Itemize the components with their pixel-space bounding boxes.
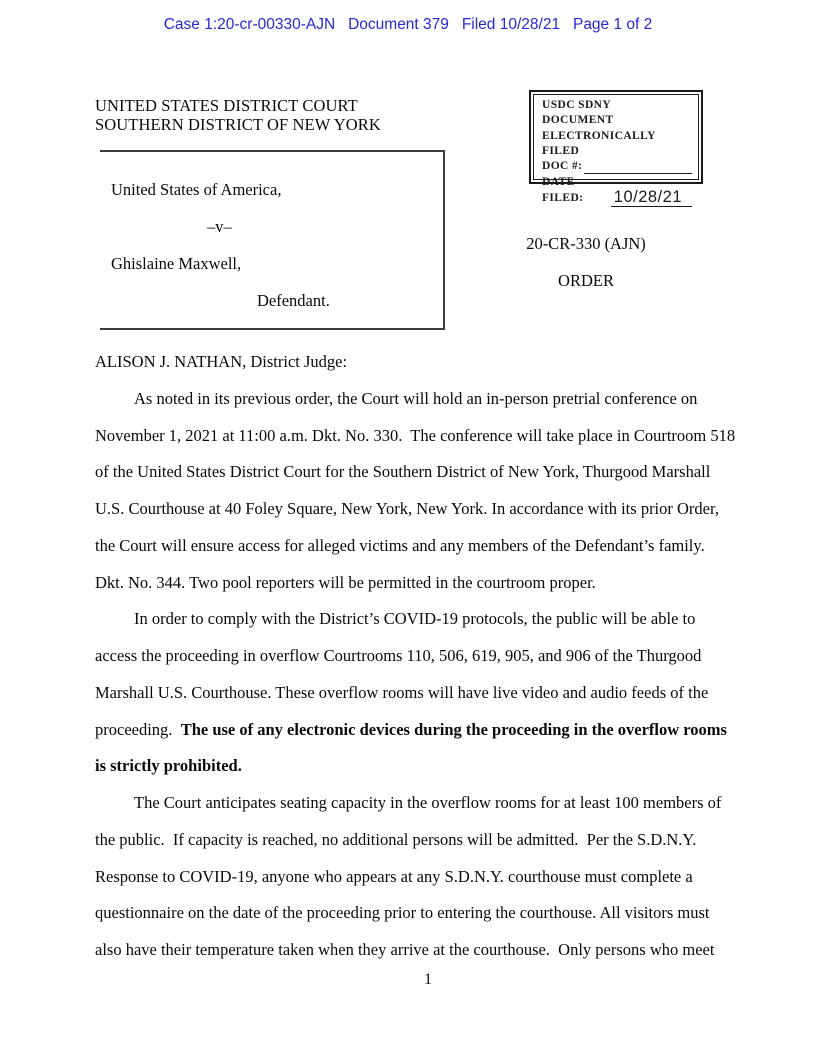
body-text-bold: is strictly prohibited. xyxy=(95,756,242,776)
body-line xyxy=(95,418,736,455)
body-text: questionnaire on the date of the proceeding prior to entering the courthouse. All visitors must xyxy=(95,903,710,923)
body-line xyxy=(95,712,727,749)
body-line xyxy=(95,565,727,602)
page-number: 1 xyxy=(424,971,432,988)
body-line xyxy=(95,895,727,932)
body-text: of the United States District Court for the Southern District of New York, Thurgood Marshall xyxy=(95,462,711,482)
body-text: The Court anticipates seating capacity in the overflow rooms for at least 100 members of xyxy=(134,793,722,813)
stamp-doc-number-blank-line xyxy=(584,161,692,174)
body-line xyxy=(95,638,727,675)
body-line xyxy=(95,528,727,565)
body-text: As noted in its previous order, the Court will hold an in-person pretrial conference on xyxy=(134,388,698,408)
electronic-filing-stamp xyxy=(529,90,703,207)
body-text: proceeding. xyxy=(95,719,181,739)
body-line xyxy=(95,932,727,969)
body-text: the public. If capacity is reached, no additional persons will be admitted. Per the S.D.N.Y. xyxy=(95,829,697,849)
stamp-court-label: USDC SDNY xyxy=(542,99,612,111)
body-line xyxy=(95,381,727,418)
case-info-block xyxy=(520,234,652,291)
stamp-electronically-filed-label: ELECTRONICALLY FILED xyxy=(542,129,656,157)
stamp-document-label: DOCUMENT xyxy=(542,114,614,127)
body-line xyxy=(95,491,727,528)
court-name-block xyxy=(95,97,381,134)
order-body xyxy=(95,344,736,969)
body-text: the Court will ensure access for alleged victims and any members of the Defendant’s family. xyxy=(95,535,705,555)
body-text: Marshall U.S. Courthouse. These overflow rooms will have live video and audio feeds of the xyxy=(95,682,709,702)
caption-versus: –v– xyxy=(207,217,232,237)
body-text: In order to comply with the District’s COVID-19 protocols, the public will be able to xyxy=(134,609,696,629)
court-name-line1: UNITED STATES DISTRICT COURT xyxy=(95,96,358,115)
caption-defendant-name: Ghislaine Maxwell, xyxy=(111,253,242,273)
court-name-line2: SOUTHERN DISTRICT OF NEW YORK xyxy=(95,114,381,134)
body-line xyxy=(95,748,727,785)
body-paragraphs xyxy=(95,381,736,969)
judge-signature-line: ALISON J. NATHAN, District Judge: xyxy=(95,352,348,371)
stamp-date-filed-label: DATE FILED: xyxy=(542,176,584,204)
body-text: also have their temperature taken when they arrive at the courthouse. Only persons who meet xyxy=(95,940,715,960)
body-text: Dkt. No. 344. Two pool reporters will be permitted in the courtroom proper. xyxy=(95,572,596,592)
body-text-bold: The use of any electronic devices during the proceeding in the overflow rooms xyxy=(180,719,727,739)
body-line xyxy=(95,822,727,859)
body-text: U.S. Courthouse at 40 Foley Square, New York, New York. In accordance with its prior Order, xyxy=(95,499,719,519)
body-line xyxy=(95,785,727,822)
body-text: Response to COVID-19, anyone who appears at any S.D.N.Y. courthouse must complete a xyxy=(95,866,693,886)
stamp-date-filed-row xyxy=(542,175,692,206)
ecf-header-caption: Case 1:20-cr-00330-AJN Document 379 Filed 10/28/21 Page 1 of 2 xyxy=(163,16,653,33)
body-line xyxy=(95,454,727,491)
electronic-filing-stamp-inner xyxy=(533,94,699,207)
body-line xyxy=(95,859,727,896)
document-title: ORDER xyxy=(558,271,614,290)
body-text: November 1, 2021 at 11:00 a.m. Dkt. No. 330. The conference will take place in Courtroom 518 xyxy=(95,425,736,445)
caption-plaintiff: United States of America, xyxy=(111,180,282,200)
stamp-doc-number-label: DOC #: xyxy=(542,160,583,173)
caption-defendant-label: Defendant. xyxy=(257,290,330,310)
stamp-date-filed-value: 10/28/21 xyxy=(611,189,692,207)
body-text: access the proceeding in overflow Courtrooms 110, 506, 619, 905, and 906 of the Thurgood xyxy=(95,646,702,666)
case-number: 20-CR-330 (AJN) xyxy=(526,234,646,253)
case-caption-box xyxy=(100,150,445,330)
body-line xyxy=(95,601,727,638)
stamp-doc-number-row xyxy=(542,159,692,174)
body-line xyxy=(95,675,727,712)
